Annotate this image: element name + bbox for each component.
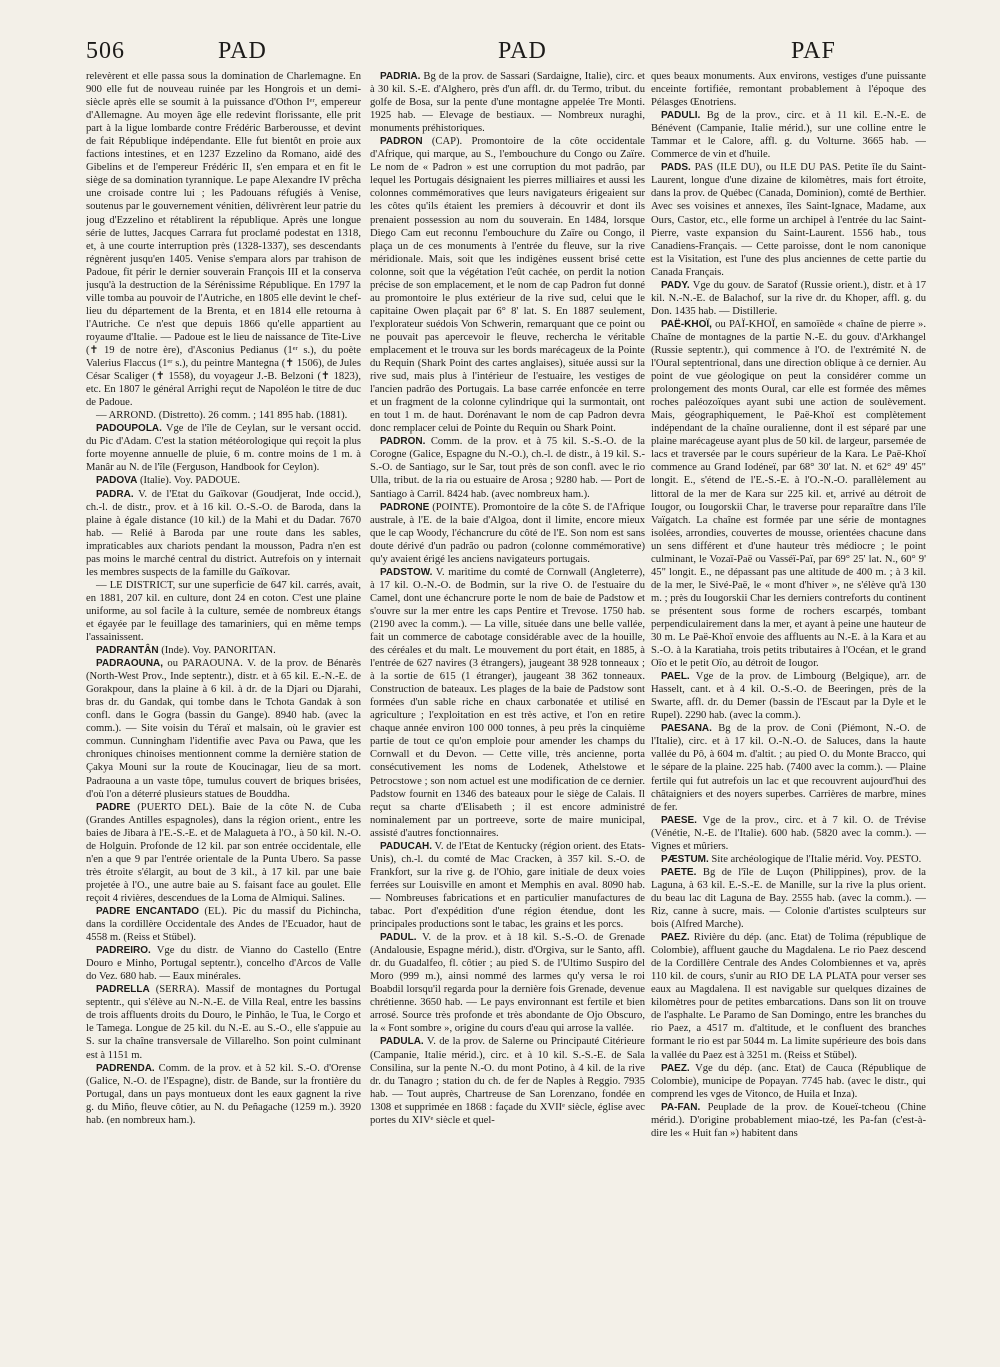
entry-headword: PAESANA. <box>661 723 712 735</box>
dictionary-entry <box>86 905 361 944</box>
dictionary-entry <box>651 1101 926 1140</box>
entry-text: Bg de la prov. de Sassari (Sardaigne, Italie), circ. et à 30 kil. S.-E. d'Alghero, près d'un affl. dr. du Termo, tribut. du golfe de Bosa, sur la pente d'une montagne appelée Tre Monti. 1925 hab. — Elevage de bestiaux. — Nombreux nuraghi, monuments préhistoriques. <box>370 71 645 135</box>
entry-headword: PADOVA <box>96 475 138 487</box>
text-column-2 <box>370 70 645 1355</box>
dictionary-entry <box>651 931 926 1061</box>
entry-text: (EL). Pic du massif du Pichincha, dans la cordillère Occidentale des Andes de l'Ecuador, haut de 4558 m. (Reiss et Stübel). <box>86 906 361 944</box>
entry-text: V. de l'Etat de Kentucky (région orient. des Etats-Unis), ch.-l. du comté de Mac Cracken, à 357 kil. S.-O. de Frankfort, sur la rive g. de l'Ohio, gare initiale de deux voies ferrées sur Louisville en amont et Memphis en aval. 8090 hab. — Nombreuses fabrications et en particulier manufactures de tabac. Port d'expédition d'une région étendue, dont les principales productions sont le tabac, les grains et les porcs. <box>370 840 645 931</box>
entry-headword: PADOUPOLA. <box>96 423 162 435</box>
entry-headword: PADRON <box>380 136 423 148</box>
dictionary-entry <box>86 488 361 579</box>
entry-headword: PAESE. <box>661 814 697 826</box>
dictionary-entry <box>370 135 645 435</box>
dictionary-entry <box>651 722 926 813</box>
entry-headword: PAETE. <box>661 866 697 878</box>
dictionary-entry <box>370 931 645 1035</box>
entry-headword: PADRIA. <box>380 71 421 82</box>
sub-paragraph: — LE DISTRICT, sur une superficie de 647 kil. carrés, avait, en 1881, 207 kil. en culture, dont 24 en coton. C'est une plaine uniforme, au sol facile à la culture, semée de nombreux étangs et égayée par le feuillage des tamariniers, qui en même temps l'assainissent. <box>86 579 361 644</box>
entry-headword: PADRE ENCANTADO <box>96 906 199 917</box>
entry-headword: PADUCAH. <box>380 840 433 852</box>
entry-text: V. maritime du comté de Cornwall (Angleterre), à 17 kil. O.-N.-O. de Bodmin, sur la rive O. de l'estuaire du Camel, dont une échancrure porte le nom de baie de Padstow et s'ouvre sur la mer entre les caps Pentire et Trevose. 1750 hab. (2190 avec la comm.). — La ville, située dans une belle vallée, fait un commerce de cabotage considérable avec de la houille, des céréales et du malt. Le mouvement du port était, en 1885, à l'entrée de 627 navires (3 étrangers), jaugeant 38 928 tonneaux ; à la sortie de 615 (1 étranger), jaugeant 38 362 tonneaux. Construction de bateaux. Les plages de la baie de Padstow sont formées d'un sable riche en chaux carbonatée et utilisé en agriculture ; l'exploitation en est très active, et l'on en retire chaque année environ 100 000 tonnes, à peu près la cinquième partie de tout ce qu'on emploie pour amender les champs du Cornwall et du Devon. — Cette ville, très ancienne, porta consécutivement les noms de Lodenek, Athelstowe et Petrocstowe ; son nom actuel est une modification de ce dernier. Padstow fournit en 1346 des bateaux pour le siège de Calais. Il reçut sa charte d'Elisabeth ; il est encore administré nominalement par un portreeve, sorte de maire municipal, assisté d'autres fonctionnaires. <box>370 566 645 839</box>
running-header <box>86 38 958 72</box>
entry-text: Bg de l'île de Luçon (Philippines), prov. de la Laguna, à 63 kil. E.-S.-E. de Manille, sur la rive la plus orient. du beau lac dit Laguna de Bay. 2555 hab. (avec la comm.). — Riz, canne à sucre, mais. — Colonie d'artistes sculpteurs sur bois (Alfred Marche). <box>651 866 926 931</box>
dictionary-entry <box>651 853 926 866</box>
dictionary-entry <box>86 474 361 487</box>
entry-text: Rivière du dép. (anc. Etat) de Tolima (république de Colombie), affluent gauche du Magdalena. Le rio Paez descend de la Cordillère Centrale des Andes Colombiennes et va, après 110 kil. de cours, s'unir au RIO DE LA PLATA pour verser ses eaux au Magdalena. Il est navigable sur quelques dizaines de kilomètres pour de petites embarcations. Dans son lit on trouve de l'asphalte. Le Paramo de San Domingo, entre les branches du rio Paez, a 4517 m. d'altitude, et le confluent des branches formant le rio est par 5044 m. La limite supérieure des bois dans la vallée du Paez est à 3251 m. (Reiss et Stübel). <box>651 932 926 1061</box>
entry-text: Vge du dép. (anc. Etat) de Cauca (République de Colombie), municipe de Popayan. 7745 hab. (avec le distr., qui comprend les vges de Vitonco, de Huila et Inza). <box>651 1062 926 1100</box>
sub-paragraph: — ARROND. (Distretto). 26 comm. ; 141 895 hab. (1881). <box>96 410 348 422</box>
entry-text: V. de la prov. et à 18 kil. S.-S.-O. de Grenade (Andalousie, Espagne mérid.), distr. d'Orgiva, sur le Santo, affl. dr. du Guadalfeo, fl. côtier ; au pied S. de l'Ultimo Suspiro del Moro (999 m.), ainsi nommé des larmes qu'y versa le roi Boabdil lorsqu'il regarda pour la dernière fois Grenade, devenue chrétienne. 3650 hab. — Le pays environnant est fertile et bien arrosé. Source très profonde et très abondante de Ojo Obscuro, la « Font sombre », origine du cours d'eau qui arrose la vallée. <box>370 932 645 1035</box>
dictionary-entry <box>651 1062 926 1101</box>
entry-text: Vge du distr. de Vianno do Castello (Entre Douro e Minho, Portugal septentr.), concelho d'Arcos de Valle do Vez. 680 hab. — Eaux minérales. <box>86 945 361 983</box>
dictionary-entry <box>370 840 645 931</box>
dictionary-entry <box>651 866 926 931</box>
entry-headword: PADULI. <box>661 110 701 122</box>
entry-headword: PADSTOW. <box>380 566 433 578</box>
dictionary-entry <box>370 1035 645 1126</box>
entry-text: Vge du gouv. de Saratof (Russie orient.), distr. et à 17 kil. N.-N.-E. de Balachof, sur la rive dr. du Khoper, affl. g. du Don. 1435 hab. — Distillerie. <box>651 279 926 317</box>
entry-text: (Italie). Voy. PADOUE. <box>137 475 241 487</box>
entry-text: Bg de la prov., circ. et à 11 kil. E.-N.-E. de Bénévent (Campanie, Italie mérid.), sur une colline entre le Tammar et le Calore, affl. g. du Volturne. 3665 hab. — Commerce de vin et d'huile. <box>651 110 926 161</box>
dictionary-entry <box>651 814 926 853</box>
entry-headword: PADRE <box>96 801 131 813</box>
entry-text: Peuplade de la prov. de Koueï-tcheou (Chine mérid.). D'origine probablement miao-tzé, les Pa-fan (c'est-à-dire les « Huit fan ») habitent dans <box>651 1101 926 1139</box>
entry-text: Vge de la prov. de Limbourg (Belgique), arr. de Hasselt, cant. et à 4 kil. O.-S.-O. de Beeringen, près de la Swarte, affl. dr. du Demer (bassin de l'Escaut par la Dyle et le Rupel). 2290 hab. (avec la comm.). <box>651 671 926 722</box>
continued-text: relevèrent et elle passa sous la domination de Charlemagne. En 900 elle fut de nouveau ruinée par les Hongrois et un demi-siècle après elle se soumit à la puissance d'Othon Iᵉʳ, empereur d'Allemagne. Au moyen âge elle redevint florissante, elle prit part à la ligue lombarde contre Frédéric Barberousse, et devint de fait République indépendante. Elle fut bientôt en proie aux factions intestines, et en 1237 Ezzelino da Romano, aidé des Gibelins et de l'empereur Frédéric II, s'en empara et en fit le siège de sa domination tyrannique. Le pape Alexandre IV prêcha une croisade contre lui ; les Padouans réfugiés à Venise, soutenus par le gouvernement vénitien, délivrèrent leur patrie du joug d'Ezzelino et rétablirent la république. Après une longue série de luttes, Jacques Carrara fut proclamé podestat en 1318, et, à une courte interruption près (1328-1337), ses descendants régnèrent jusqu'en 1405. Venise s'empara alors par trahison de Padoue, fit périr le dernier souverain François III et la conserva jusqu'à la destruction de la Sérénissime République. En 1797 la ville tomba au pouvoir de l'Autriche, en 1805 elle devint le chef-lieu du département de la Brenta, et en 1814 elle retourna à l'Autriche. Ce n'est que depuis 1866 qu'elle appartient au royaume d'Italie. — Padoue est le lieu de naissance de Tite-Live (✝ 19 de notre ère), d'Asconius Pedianus (1ᵉʳ s.), du poète Valerius Flaccus (1ᵉʳ s.), du peintre Mantegna (✝ 1506), de Jules César Scaliger (✝ 1558), du voyageur J.-B. Belzoni (✝ 1823), etc. En 1807 le général Arrighi reçut de Napoléon le titre de duc de Padoue. <box>86 71 361 409</box>
dictionary-entry <box>86 644 361 657</box>
entry-headword: PADREIRO. <box>96 945 151 957</box>
dictionary-entry <box>86 983 361 1061</box>
dictionary-entry <box>651 279 926 318</box>
text-column-1 <box>86 70 361 1355</box>
entry-text: PAS (ILE DU), ou ILE DU PAS. Petite île du Saint-Laurent, longue d'une dizaine de kilomètres, mais fort étroite, dans la prov. de Québec (Canada, Dominion), comté de Berthier. Avec ses voisines et annexes, îles Saint-Ignace, Madame, aux Ours, Castor, etc., elle forme un archipel à l'entrée du lac Saint-Pierre, vaste expansion du Saint-Laurent. 1556 hab., tous Canadiens-Français. — Cette paroisse, dont le nom canonique est la Visitation, est l'une des plus anciennes de cette partie du Canada Français. <box>651 162 926 278</box>
dictionary-entry <box>651 161 926 278</box>
dictionary-entry <box>370 435 645 500</box>
running-head-left: PAD <box>218 38 267 64</box>
continued-text: ques beaux monuments. Aux environs, vestiges d'une puissante enceinte fortifiée, remontant probablement à l'époque des Pélasges Œnotriens. <box>651 71 926 109</box>
entry-headword: PÆSTUM. <box>661 853 709 865</box>
entry-headword: PAEL. <box>661 671 690 683</box>
entry-headword: PADULA. <box>380 1036 424 1048</box>
entry-headword: PA-FAN. <box>661 1101 701 1113</box>
entry-headword: PAË-KHOÏ, <box>661 318 712 330</box>
entry-headword: PADRAOUNA, <box>96 658 164 670</box>
dictionary-entry <box>86 801 361 905</box>
entry-headword: PADRA. <box>96 488 134 500</box>
entry-text: Vge de la prov., circ. et à 7 kil. O. de Trévise (Vénétie, N.-E. de l'Italie). 600 hab. (5820 avec la comm.). — Vignes et mûriers. <box>651 814 926 852</box>
entry-headword: PADRENDA. <box>96 1062 155 1074</box>
entry-text: Vge de l'île de Ceylan, sur le versant occid. du Pic d'Adam. C'est la station météorologique qui reçoit la plus forte moyenne annuelle de pluie, 6 m. contre moins de 1 m. à Manâr au N. de l'île (Ferguson, Handbook for Ceylon). <box>86 423 361 474</box>
dictionary-entry <box>86 1062 361 1127</box>
entry-text: Comm. de la prov. et à 52 kil. S.-O. d'Orense (Galice, N.-O. de l'Espagne), distr. de Bande, sur la frontière du Portugal, dans un pays montueux dont les eaux gagnent la rive g. du Miño, fleuve côtier, au N. du Peñagache (1259 m.). 3920 hab. (en nombreux ham.). <box>86 1062 361 1126</box>
dictionary-entry <box>86 422 361 474</box>
dictionary-entry <box>651 318 926 670</box>
text-column-3 <box>651 70 926 1355</box>
entry-text: Bg de la prov. de Coni (Piémont, N.-O. de l'Italie), circ. et à 17 kil. O.-N.-O. de Saluces, dans la haute vallée du Pô, à 604 m. d'altit. ; au pied O. du Monte Bracco, qui le sépare de la plaine. 225 hab. (7400 avec la comm.). — Plaine fertile qui fut autrefois un lac et que recouvrent aujourd'hui des châtaigniers et des noyers superbes. Carrières de marbre, mines de fer. <box>651 723 926 813</box>
entry-text: (CAP). Promontoire de la côte occidentale d'Afrique, qui marque, au S., l'embouchure du Congo ou Zaïre. Le nom de « Padron » est une corruption du mot padrão, par lequel les Portugais désignaient les pierres milliaires et aussi les colonnes commémoratives que leurs navigateurs érigeaient sur les côtes qu'ils étaient les premiers à découvrir et dont ils prenaient possession au nom du souverain. En 1484, lorsque Diego Cam eut reconnu l'embouchure du Zaïre ou Congo, il plaça un de ces monuments à l'entrée du fleuve, sur la rive méridionale. Mais, soit que les indigènes eussent brisé cette colonne, soit que la végétation l'eût cachée, on perdit la notion précise de son emplacement, et le nom de cap Padron fut donné au promontoire le plus extérieur de la rive sud, celui que le capitaine Owen plaçait par 6° 8' lat. S. En 1887 seulement, l'explorateur suédois Von Schwerin, remarquant que ce point ou ne pouvait pas apercevoir le fleuve, rechercha le véritable emplacement et le trouva sur les bords marécageux de la Pointe du Requin (Shark Point des cartes anglaises), située aussi sur la rive sud, mais plus à l'intérieur de l'estuaire, les vestiges de l'ancien padrão des Portugais. La base carrée enfoncée en terre et un fragment de la colonne cylindrique qui la surmontait, ont en tout 1 m. de haut. Dorénavant le nom de cap Padron devra donc remplacer celui de Pointe du Requin ou Shark Point. <box>370 136 645 435</box>
dictionary-entry <box>370 70 645 135</box>
dictionary-entry <box>370 501 645 566</box>
entry-text: (PUERTO DEL). Baie de la côte N. de Cuba (Grandes Antilles espagnoles), dans la région orient., entre les baies de Jibara à l'E.-S.-E. et de Malagueta à l'O., à 50 kil. N.-O. de Holguin. Profonde de 12 kil. par son entrée occidentale, elle n'en a que 9 par l'entrée orientale de la Punta Ubero. Sa passe très étroite s'élargit, au bout de 3 kil., à 17 kil. par une baie projetée à l'O., une autre baie au S. faisant face au goulet. Elle reçoit 4 rivières, descendues de la Loma de Almiqui. Salines. <box>86 801 361 904</box>
entry-headword: PADRANTÂN <box>96 645 159 657</box>
entry-text: (Inde). Voy. PANORITAN. <box>158 645 276 657</box>
entry-headword: PADRONE <box>380 501 430 513</box>
entry-text: ou PARAOUNA. V. de la prov. de Bénarès (North-West Prov., Inde septentr.), distr. et à 65 kil. E.-N.-E. de Gorakpour, dans la plaine à 6 kil. à dr. de la Djari ou Djarahi, bras dr. du Gandak, qui tombe dans le Tchota Gandak à son confl. dans le Gogra (bassin du Gange). 8940 hab. (avec la comm.). — Site voisin du Téraï et malsain, où le gravier est commun. Cunningham l'identifie avec Pava ou Pawa, que les chroniques chinoises mentionnent comme la dernière station de Çakya Mouni sur la route de Koucinagar, lieu de sa mort. Padraouna a un vaste tôpe, tumulus couvert de briques brisées, d'où l'on a déterré plusieurs statues de Bouddha. <box>86 658 361 800</box>
dictionary-entry <box>370 566 645 840</box>
running-head-right: PAF <box>791 38 836 64</box>
entry-text: (SERRA). Massif de montagnes du Portugal septentr., qui s'élève au N.-N.-E. de Villa Real, entre les bassins de trois affluents droits du Douro, le Pinhão, le Tua, le Corgo et le Tamega. Longue de 25 kil. du N.-E. au S.-O., elle s'appuie au S. sur la chaîne transversale de Villarelho. Son point culminant est à 1151 m. <box>86 984 361 1061</box>
dictionary-entry <box>86 944 361 983</box>
dictionary-entry <box>651 109 926 161</box>
running-head-middle: PAD <box>498 38 547 64</box>
entry-headword: PAEZ. <box>661 1062 690 1074</box>
entry-text: Site archéologique de l'Italie mérid. Voy. PESTO. <box>708 853 922 865</box>
dictionary-entry <box>86 657 361 801</box>
entry-headword: PAEZ. <box>661 932 690 944</box>
entry-text: V. de l'Etat du Gaïkovar (Goudjerat, Inde occid.), ch.-l. de distr., prov. et à 16 kil. O.-S.-O. de Baroda, dans la plaine à égale distance (10 kil.) de la Mahi et du Dadar. 7670 hab. — Relié à Baroda par une route dans les sables, impraticables aux chariots pendant la mousson, Padra n'en est pas moins le marché central du district. Autrefois on y internait les membres suspects de la famille du Gaïkovar. <box>86 488 361 578</box>
entry-text: ou PAÏ-KHOÏ, en samoïède « chaîne de pierre ». Chaîne de montagnes de la partie N.-E. du gouv. d'Arkhangel (Russie septentr.), qui commence à l'O. de l'extrémité N. de l'Oural septentrional, dans une direction oblique à ce dernier. Au point de vue géologique on peut la considérer comme un prolongement des monts Oural, car elle est formée des mêmes roches paléozoïques ayant subi une action de soulèvement. Mais, géographiquement, le Paë-Khoï est complètement indépendant de la chaîne ouralienne, dont il est séparé par une plaine marécageuse ayant plus de 50 kil. de largeur, parsemée de lacs et traversée par le cours supérieur de la Kara. Le Paë-Khoï commence au Grand Iodéneï, par 68° 30' lat. N. et 62° 49' 45" longit. E., s'étend de l'E.-S.-E. à l'O.-N.-O. parallèlement au littoral de la mer de Kara sur 225 kil. et, arrivé au détroit de Iougor, ou Iougorskii Char, le traverse pour reparaître dans l'île Vaïgatch. La chaîne est formée par une série de montagnes isolées, arrondies, couvertes de mousse, orientées chacune dans un sens différent et d'une hauteur très médiocre ; le point culminant, le Vozaï-Paë ou Vasséï-Paï, par 69° 25' lat. N., 60° 9' 45" longit. E., ne dépassant pas une altitude de 400 m. ; à 3 kil. de la mer, le Sivé-Paë, le « mont d'hiver », ne s'élève qu'à 130 m. ; près du Iougorskii Char les derniers contreforts du continent se présentent sous forme de rochers escarpés, tombant perpendiculairement dans la mer, et ayant à peine une hauteur de 30 m. Le Paë-Khoï envoie des affluents au N.-E. à la Kara et au S.-O. à la Karatiaha, trois petits tributaires à l'Océan, et le grand Oïo et le petit Oïo, au détroit de Iougor. <box>651 318 926 670</box>
entry-headword: PADRON. <box>380 436 426 448</box>
entry-text: V. de la prov. de Salerne ou Principauté Citérieure (Campanie, Italie mérid.), circ. et à 10 kil. S.-S.-E. de Sala Consilina, sur la pente N.-O. du mont Potino, à 4 kil. de la rive dr. du Tanagro ; station du ch. de fer de Naples à Reggio. 7935 hab. — Tout auprès, Chartreuse de San Lorenzano, fondée en 1308 et supprimée en 1868 : façade du XVIIᵉ siècle, église avec portes du XIVᵉ siècle et quel- <box>370 1036 645 1126</box>
entry-headword: PADS. <box>661 162 691 174</box>
page-number: 506 <box>86 38 125 64</box>
entry-headword: PADRELLA <box>96 984 150 996</box>
entry-text: (POINTE). Promontoire de la côte S. de l'Afrique australe, à l'E. de la baie d'Algoa, dont il limite, encore mieux que le cap Woody, l'échancrure du côté de l'E. Son nom est sans doute dérivé d'un padrão ou padron (colonne commémorative) qu'y avaient érigé les anciens navigateurs portugais. <box>370 501 645 565</box>
entry-text: Comm. de la prov. et à 75 kil. S.-S.-O. de la Corogne (Galice, Espagne du N.-O.), ch.-l. de distr., à 19 kil. S.-S.-O. de Santiago, sur le Sar, tout près de son confl. avec le rio Ulla, tribut. de la ria ou estuaire de Arosa ; 9280 hab. — Port de Santiago à Carril. 8424 hab. (avec nombreux ham.). <box>370 436 645 500</box>
dictionary-entry <box>651 670 926 722</box>
entry-headword: PADY. <box>661 279 690 291</box>
entry-headword: PADUL. <box>380 932 417 944</box>
